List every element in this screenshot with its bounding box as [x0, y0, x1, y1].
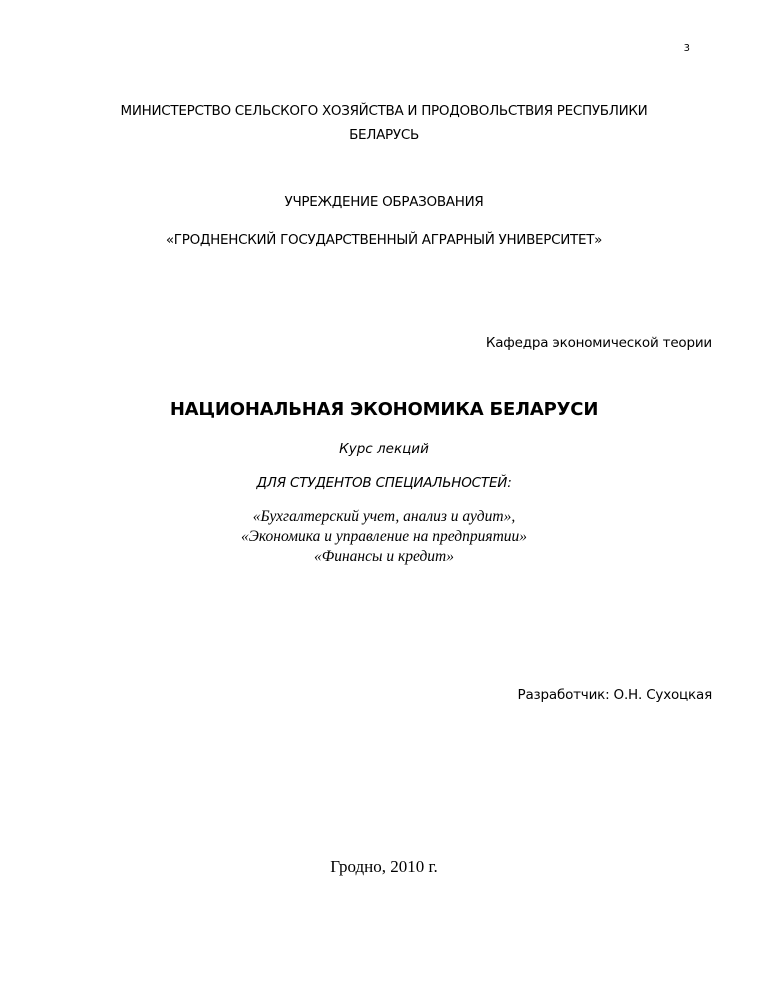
page-number: 3 [683, 43, 690, 54]
document-subtitle: Курс лекций [339, 441, 429, 457]
developer-credit: Разработчик: О.Н. Сухоцкая [517, 687, 712, 703]
ministry-name-line1: МИНИСТЕРСТВО СЕЛЬСКОГО ХОЗЯЙСТВА И ПРОДОВОЛЬСТВИЯ РЕСПУБЛИКИ [120, 103, 648, 119]
document-title: НАЦИОНАЛЬНАЯ ЭКОНОМИКА БЕЛАРУСИ [169, 399, 599, 420]
specialty-item: «Экономика и управление на предприятии» [240, 528, 528, 545]
ministry-name-line2: БЕЛАРУСЬ [349, 127, 419, 143]
department-name: Кафедра экономической теории [485, 335, 712, 351]
students-heading: ДЛЯ СТУДЕНТОВ СПЕЦИАЛЬНОСТЕЙ: [256, 475, 512, 491]
institution-name: «ГРОДНЕНСКИЙ ГОСУДАРСТВЕННЫЙ АГРАРНЫЙ УНИВЕРСИТЕТ» [165, 232, 603, 248]
place-and-year: Гродно, 2010 г. [330, 857, 438, 876]
institution-type: УЧРЕЖДЕНИЕ ОБРАЗОВАНИЯ [284, 194, 484, 210]
specialty-item: «Финансы и кредит» [314, 548, 454, 565]
specialty-item: «Бухгалтерский учет, анализ и аудит», [252, 508, 516, 525]
